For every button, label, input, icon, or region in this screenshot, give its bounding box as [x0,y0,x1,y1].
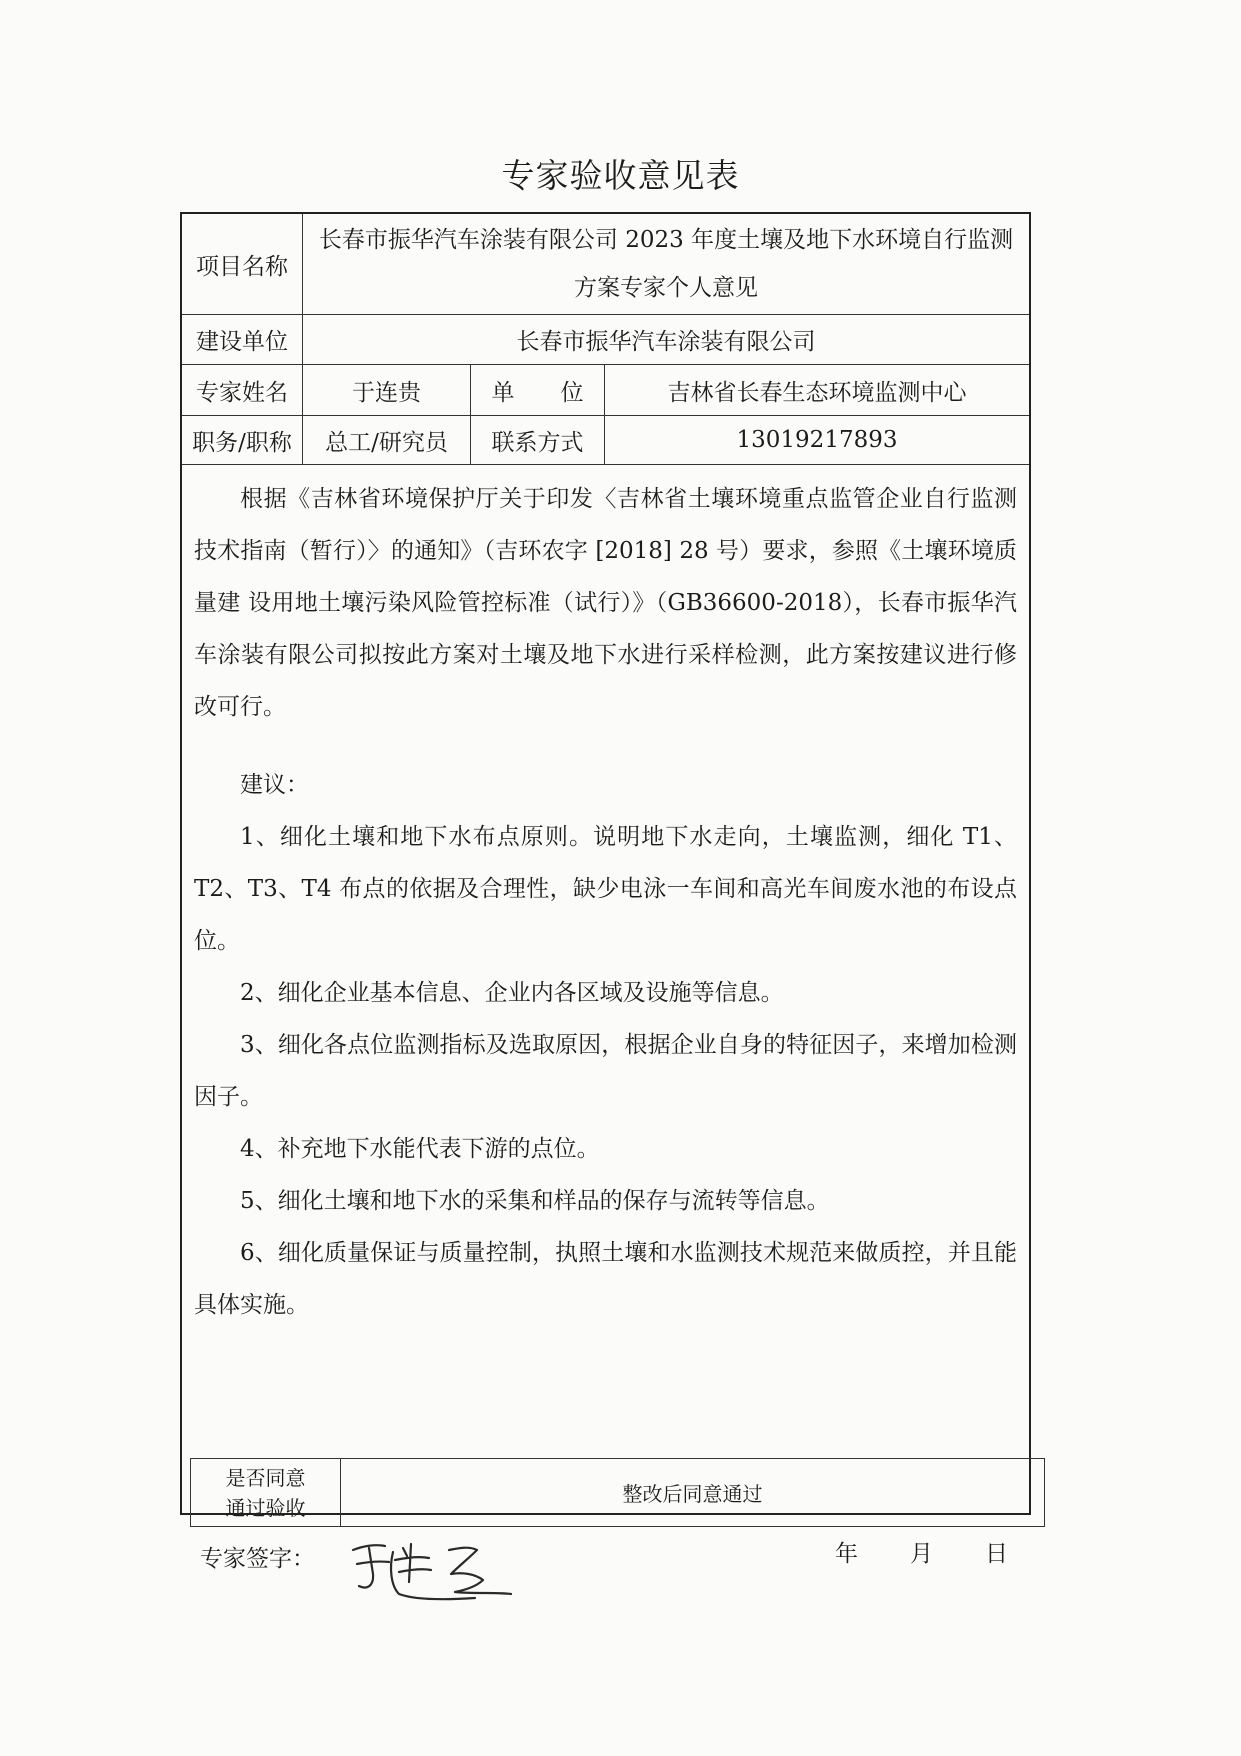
contact-label: 联系方式 [471,416,605,464]
agreement-label-line1: 是否同意 [225,1465,306,1490]
builder-label: 建设单位 [182,315,303,364]
unit-label: 单 位 [471,365,605,415]
opinion-table [180,212,1031,1515]
agreement-value: 整改后同意通过 [622,1482,763,1506]
builder-value: 长春市振华汽车涂装有限公司 [516,329,816,355]
suggestion-heading: 建议： [240,772,309,798]
suggestion-item: 6、细化质量保证与质量控制，执照土壤和水监测技术规范来做质控，并且能具体实施。 [194,1240,1017,1318]
signature-date [835,1535,1060,1568]
agreement-label [191,1459,341,1526]
project-name-value: 长春市振华汽车涂装有限公司 2023 年度土壤及地下水环境自行监测方案专家个人意见 [318,227,1014,301]
suggestion-item: 3、细化各点位监测指标及选取原因，根据企业自身的特征因子，来增加检测因子。 [194,1032,1017,1110]
project-name-label: 项目名称 [182,214,303,314]
signature-label: 专家签字： [200,1546,315,1572]
opinion-text [194,473,1017,1331]
row-builder [182,315,1029,365]
suggestion-item: 4、补充地下水能代表下游的点位。 [240,1136,600,1162]
date-day: 日 [985,1541,1008,1567]
suggestion-item: 1、细化土壤和地下水布点原则。说明地下水走向，土壤监测，细化 T1、T2、T3、T4 布点的依据及合理性，缺少电泳一车间和高光车间废水池的布设点位。 [194,824,1017,954]
form-title: 专家验收意见表 [501,156,740,195]
agreement-label-line2: 通过验收 [225,1495,306,1520]
row-expert [182,365,1029,416]
row-title-role [182,416,1029,465]
title-role-value: 总工/研究员 [303,416,471,464]
contact-value: 13019217893 [736,427,898,453]
handwritten-signature [345,1528,525,1608]
unit-value: 吉林省长春生态环境监测中心 [667,379,967,406]
row-project-name [182,214,1029,315]
suggestion-item: 5、细化土壤和地下水的采集和样品的保存与流转等信息。 [240,1188,830,1214]
suggestion-item: 2、细化企业基本信息、企业内各区域及设施等信息。 [240,980,784,1006]
agreement-table [190,1458,1045,1527]
expert-name-label: 专家姓名 [182,365,303,415]
opinion-body [182,465,1029,1513]
date-year: 年 [835,1541,858,1567]
expert-name-value: 于连贵 [303,365,471,415]
date-month: 月 [910,1541,933,1567]
opinion-intro: 根据《吉林省环境保护厅关于印发〈吉林省土壤环境重点监管企业自行监测技术指南（暂行）〉的通知》（吉环农字 [2018] 28 号）要求，参照《土壤环境质量建 设用地土壤污染风险管控标准（试行）》（GB36600-2018），长春市振华汽车涂装有限公司拟按此方案对土壤及地下水进行采样检测，此方案按建议进行修改可行。 [194,486,1017,720]
title-role-label: 职务/职称 [182,416,303,464]
